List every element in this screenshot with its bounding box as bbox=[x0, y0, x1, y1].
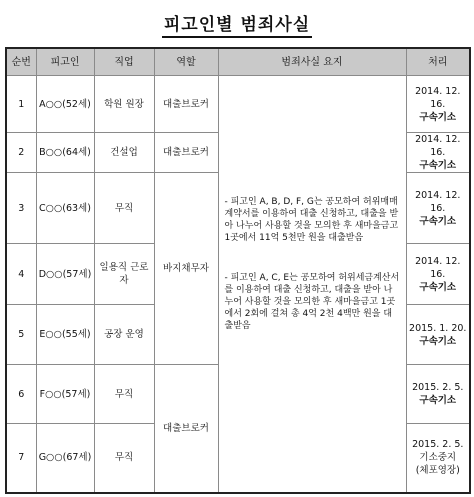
row-role: 대출브로커 bbox=[154, 365, 218, 493]
row-no: 5 bbox=[6, 305, 36, 365]
disposition-status: 기소중지 bbox=[419, 452, 457, 464]
row-job: 학원 원장 bbox=[94, 76, 154, 133]
header-job: 직업 bbox=[94, 48, 154, 76]
row-disposition bbox=[406, 305, 470, 365]
page-title: 피고인별 범죄사실 bbox=[0, 10, 474, 35]
row-job: 건설업 bbox=[94, 133, 154, 173]
row-no: 6 bbox=[6, 365, 36, 424]
disposition-date: 2014. 12. 16. bbox=[415, 134, 461, 158]
disposition-status: 구속기소 bbox=[419, 111, 457, 123]
disposition-date: 2015. 2. 5. bbox=[412, 439, 464, 451]
header-no: 순번 bbox=[6, 48, 36, 76]
row-disposition bbox=[406, 76, 470, 133]
row-disposition bbox=[406, 133, 470, 173]
row-name: B○○(64세) bbox=[36, 133, 94, 173]
row-name: E○○(55세) bbox=[36, 305, 94, 365]
disposition-date: 2014. 12. 16. bbox=[415, 189, 461, 214]
row-no: 4 bbox=[6, 244, 36, 305]
disposition-date: 2015. 1. 20. bbox=[409, 322, 467, 334]
fact-1: - 피고인 A, B, D, F, G는 공모하여 허위매매계약서를 이용하여 대출 신청하고, 대출을 받아 나누어 사용할 것을 모의한 후 새마을금고 1곳에서 11억 5천만 원을 대출받음 bbox=[224, 197, 399, 243]
row-no: 2 bbox=[6, 133, 36, 173]
row-disposition bbox=[406, 424, 470, 493]
row-job: 공장 운영 bbox=[94, 305, 154, 365]
table-row bbox=[6, 76, 470, 133]
disposition-status: 구속기소 bbox=[419, 215, 457, 227]
disposition-status: 구속기소 bbox=[419, 281, 457, 293]
row-job: 무직 bbox=[94, 173, 154, 244]
facts-cell bbox=[218, 76, 406, 493]
disposition-status: 구속기소 bbox=[419, 395, 457, 406]
row-no: 7 bbox=[6, 424, 36, 493]
row-role: 대출브로커 bbox=[154, 133, 218, 173]
row-disposition bbox=[406, 173, 470, 244]
disposition-date: 2014. 12. 16. bbox=[415, 255, 461, 280]
row-name: G○○(67세) bbox=[36, 424, 94, 493]
disposition-note: (체포영장) bbox=[415, 465, 460, 477]
row-name: D○○(57세) bbox=[36, 244, 94, 305]
row-no: 3 bbox=[6, 173, 36, 244]
row-job: 일용직 근로자 bbox=[94, 244, 154, 305]
fact-2: - 피고인 A, C, E는 공모하여 허위세금계산서를 이용하여 대출 신청하고, 대출을 받아 나누어 사용할 것을 모의한 후 새마을금고 1곳에서 2회에 걸쳐 총 4억 2천 4백만 원을 대출받음 bbox=[224, 273, 400, 331]
row-no: 1 bbox=[6, 76, 36, 133]
row-job: 무직 bbox=[94, 365, 154, 424]
crime-facts-table bbox=[5, 47, 471, 494]
row-disposition bbox=[406, 365, 470, 424]
header-role: 역할 bbox=[154, 48, 218, 76]
row-name: C○○(63세) bbox=[36, 173, 94, 244]
row-disposition bbox=[406, 244, 470, 305]
disposition-date: 2015. 2. 5. bbox=[412, 382, 464, 393]
disposition-status: 구속기소 bbox=[419, 335, 457, 347]
row-role: 바지채무자 bbox=[154, 173, 218, 365]
row-job: 무직 bbox=[94, 424, 154, 493]
header-facts: 범죄사실 요지 bbox=[218, 48, 406, 76]
header-defendant: 피고인 bbox=[36, 48, 94, 76]
disposition-date: 2014. 12. 16. bbox=[415, 85, 461, 110]
row-name: A○○(52세) bbox=[36, 76, 94, 133]
row-name: F○○(57세) bbox=[36, 365, 94, 424]
header-disposition: 처리 bbox=[406, 48, 470, 76]
row-role: 대출브로커 bbox=[154, 76, 218, 133]
table-header-row bbox=[6, 48, 470, 76]
disposition-status: 구속기소 bbox=[419, 160, 457, 171]
